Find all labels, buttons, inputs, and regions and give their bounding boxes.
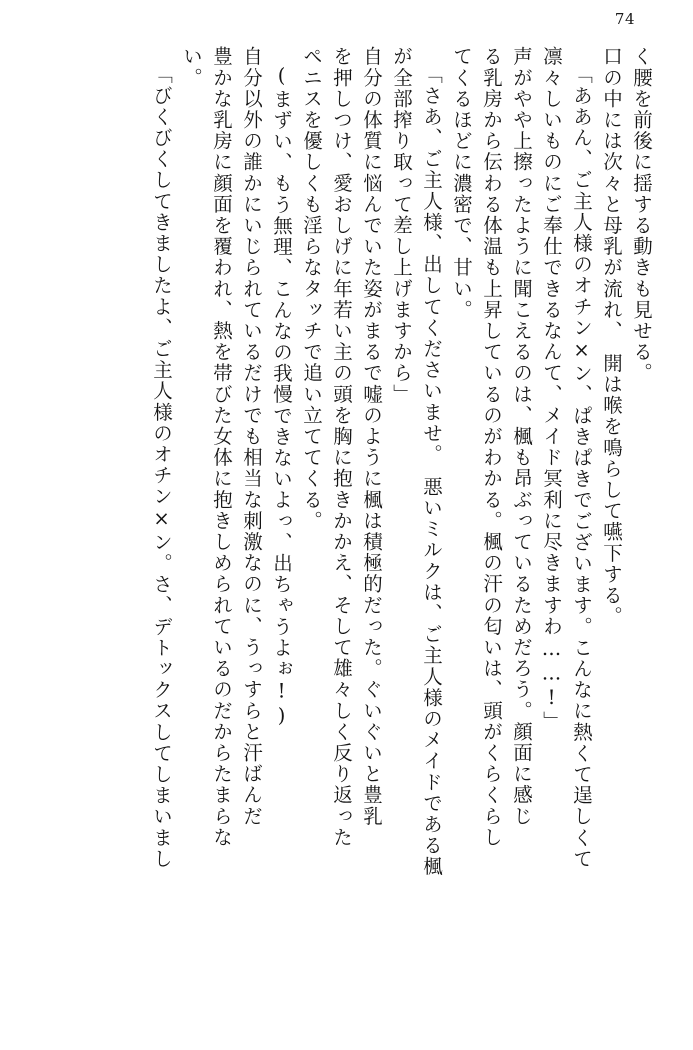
text-line: ペニスを優しくも淫らなタッチで追い立ててくる。 <box>300 46 323 532</box>
text-line: く腰を前後に揺する動きも見せる。 <box>630 46 653 384</box>
text-line: 自分の体質に悩んでいた姿がまるで嘘のように楓は積極的だった。ぐいぐいと豊乳 <box>360 46 383 827</box>
text-line: 豊かな乳房に顔面を覆われ、熱を帯びた女体に抱きしめられているのだからたまらな <box>210 46 233 848</box>
text-line: い。 <box>180 46 203 89</box>
text-line: 声がやや上擦ったように聞こえるのは、楓も昂ぶっているためだろう。顔面に感じ <box>510 46 533 827</box>
page-number: 74 <box>614 10 635 28</box>
text-line: (まずい、もう無理、こんなの我慢できないよっ、出ちゃうよぉ!) <box>270 64 293 729</box>
vertical-text-block <box>30 46 651 986</box>
text-line: 口の中には次々と母乳が流れ、 開は喉を鳴らして嚥下する。 <box>600 46 623 628</box>
text-line: 凛々しいものにご奉仕できるなんて、メイド冥利に尽きますわ……!」 <box>540 46 563 732</box>
text-line: 「ああん、ご主人様のオチン×ン、ぱきぱきでございます。こんなに熱くて逞しくて <box>570 64 593 870</box>
text-line: 「さあ、ご主人様、出してくださいませ。 悪いミルクは、ご主人様のメイドである楓 <box>420 64 443 878</box>
text-line: を押しつけ、愛おしげに年若い主の頭を胸に抱きかかえ、そして雄々しく反り返った <box>330 46 353 848</box>
text-line: 「びくびくしてきましたよ、ご主人様のオチン×ン。さ、デトックスしてしまいまし <box>150 64 173 870</box>
text-line: 自分以外の誰かにいじられているだけでも相当な刺激なのに、うっすらと汗ばんだ <box>240 46 263 827</box>
text-line: が全部搾り取って差し上げますから」 <box>390 46 413 405</box>
text-line: てくるほどに濃密で、甘い。 <box>450 46 473 321</box>
text-line: る乳房から伝わる体温も上昇しているのがわかる。楓の汗の匂いは、頭がくらくらし <box>480 46 503 848</box>
